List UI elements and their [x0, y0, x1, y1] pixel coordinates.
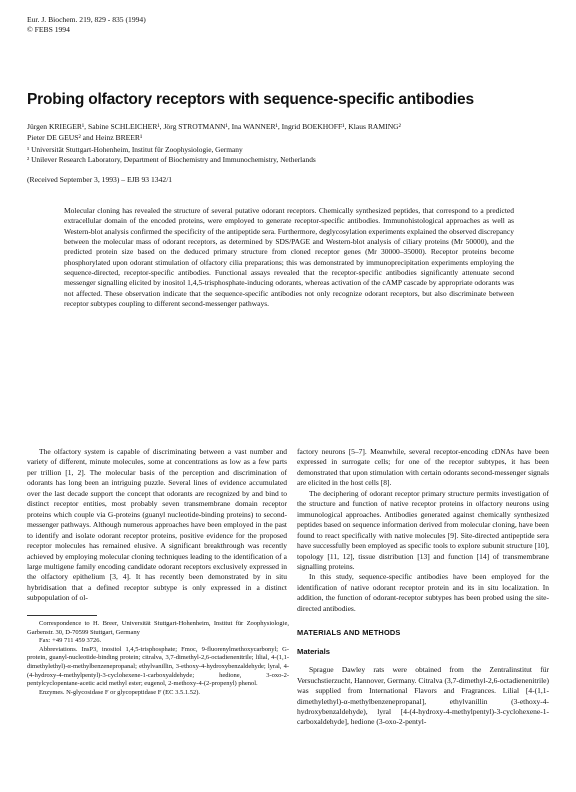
affiliation-1: ¹ Universität Stuttgart-Hohenheim, Institut für Zoophysiologie, Germany [27, 145, 243, 154]
abstract: Molecular cloning has revealed the structure of several putative odorant receptors. Chemically synthesized peptides, that correspond to a predicted extracellular domain of the encoded proteins, were employed to generate receptor-specific antibodies. Immunohistological approaches as well as Western-blot analysis confirmed the specificity of the antipeptide sera. Furthermore, deglycosylation experiments explained the observed discrepancy between the molecular mass of odorant receptors, as determined by SDS/PAGE and Western-blot analysis of ciliary proteins (Mr 50000), and the predicted protein size based on the deduced primary structure from cloned receptor genes (Mr 30000–35000). Receptor proteins become phosphorylated upon odorant stimulation of olfactory cilia preparations; this was demonstrated by immunoprecipitation experiments employing the sequence-directed, receptor-specific antibodies. Functional assays revealed that the receptor-specific antibodies significantly attenuate second messenger signalling elicited by inositol 1,4,5-trisphosphate-inducing odorants, whereas activation of the cAMP cascade by appropriate odorants was not affected. These observation indicate that the sequence-specific antibodies not only recognize odorant receptors, but also discriminate between receptor subtypes coupling to different second-messenger pathways. [64, 206, 514, 309]
author-list [27, 122, 547, 143]
journal-citation: Eur. J. Biochem. 219, 829 - 835 (1994) [27, 15, 146, 24]
footnote-rule [27, 615, 97, 616]
materials-paragraph: Sprague Dawley rats were obtained from the Zentralinstitut für Versuchstierzucht, Hannover, Germany. Citralva (3,7-dimethyl-2,6-octadienenitrile) was supplied from International Flavors and Fragrances. Lilial [4-(1,1-dimethylethyl)-α-methylbenzenepropanal], ethylvanillin (3-ethoxy-4-hydroxybenzaldehyde), lyral [4-(4-hydroxy-4-methylpentyl)-3-cyclohexene-1-carboxaldehyde], hedione (3-oxo-2-pentyl- [297, 665, 549, 727]
spacer [297, 657, 549, 665]
methods-heading: MATERIALS AND METHODS [297, 628, 401, 638]
study-aim-paragraph: In this study, sequence-specific antibodies have been employed for the identification of native odorant receptor protein and its in situ localization. In addition, the function of odorant-receptor subtypes has been probed using the site-directed antibodies. [297, 572, 549, 613]
author-line-1: Jürgen KRIEGER¹, Sabine SCHLEICHER¹, Jörg STROTMANN¹, Ina WANNER¹, Ingrid BOEKHOFF¹, Klaus RAMING² [27, 122, 401, 131]
received-date: (Received September 3, 1993) – EJB 93 1342/1 [27, 175, 173, 184]
intro-continuation: factory neurons [5–7]. Meanwhile, several receptor-encoding cDNAs have been expressed in surrogate cells; for one of the receptor subtypes, it has been demonstrated that upon stimulation with certain odorants second-messenger signals are elicited in the host cells [8]. [297, 447, 549, 488]
spacer [297, 614, 549, 628]
footnotes [27, 620, 289, 697]
article-title: Probing olfactory receptors with sequence-specific antibodies [27, 91, 474, 108]
abbreviations-footnote: Abbreviations. InsP3, inositol 1,4,5-trisphosphate; Fmoc, 9-fluorenylmethoxycarbonyl; G-protein, guanyl-nucleotide-binding protein; citralva, 3,7-dimethyl-2,6-octadienenitrile; lilial, 4-(1,1-dimethylethyl)-α-methylbenzenepropanal; ethylvanillin, 3-ethoxy-4-hydroxybenzaldehyde; lyral, 4-(4-hydroxy-4-methylpentyl)-3-cyclohexene-1-carboxyaldehyde; hedione, 3-oxo-2-pentylcyclopentane-acetic acid methyl ester; eugenol, 2-methoxy-4-(2-propenyl) phenol. [27, 645, 289, 688]
spacer [297, 639, 549, 647]
author-line-2: Pieter DE GEUS² and Heinz BREER¹ [27, 132, 143, 142]
right-column [297, 447, 549, 728]
intro-paragraph: The olfactory system is capable of discriminating between a vast number and variety of different, minute molecules, some at concentrations as low as a few parts per trillion [1, 2]. The molecular basis of the perception and discrimination of odorants has long been an intriguing puzzle. Several lines of evidence accumulated over the last decade support the concept that odorants are recognized by and bind to distinct receptor entities, most probably seven transmembrane domain receptor proteins which couple via G-proteins (guanyl nucleotide-binding proteins) to second-messenger pathways. Although numerous approaches have been employed in the past to identify and isolate odorant receptor proteins, positive evidence for the proposed receptor molecules has remained elusive. A significant breakthrough was recently achieved by employing molecular cloning techniques leading to the identification of a large multigene family encoding candidate odorant receptors exclusively expressed in the olfactory epithelium [3, 4]. It has recently been demonstrated by in situ hybridisation that a defined receptor subtype is only expressed in a distinct subpopulation of ol- [27, 447, 287, 603]
affiliation-2: ² Unilever Research Laboratory, Department of Biochemistry and Immunochemistry, Netherlands [27, 154, 316, 164]
enzymes-footnote: Enzymes. N-glycosidase F or glycopeptidase F (EC 3.5.1.52). [39, 688, 201, 696]
antibody-paragraph: The deciphering of odorant receptor primary structure permits investigation of the structure and function of native receptor proteins in olfactory neurons using immunological approaches. Antibodies generated against chemically synthesized peptides based on sequence information derived from molecular cloning, have been found to react specifically with native molecules [9]. Site-directed antipeptide sera have successfully been employed as specific tools to explore subunit structure [10], topology [11, 12], tissue distribution [13] and function [14] of transmembrane signalling proteins. [297, 488, 549, 571]
left-column [27, 447, 287, 604]
affiliations [27, 145, 547, 165]
journal-header [27, 15, 146, 35]
fax-footnote: Fax: +49 711 459 3726. [39, 637, 102, 645]
copyright-notice: © FEBS 1994 [27, 25, 70, 34]
correspondence-footnote: Correspondence to H. Breer, Universität Stuttgart-Hohenheim, Institut für Zoophysiologie, Garbenstr. 30, D-70599 Stuttgart, Germany [27, 620, 289, 636]
materials-heading: Materials [297, 646, 330, 656]
